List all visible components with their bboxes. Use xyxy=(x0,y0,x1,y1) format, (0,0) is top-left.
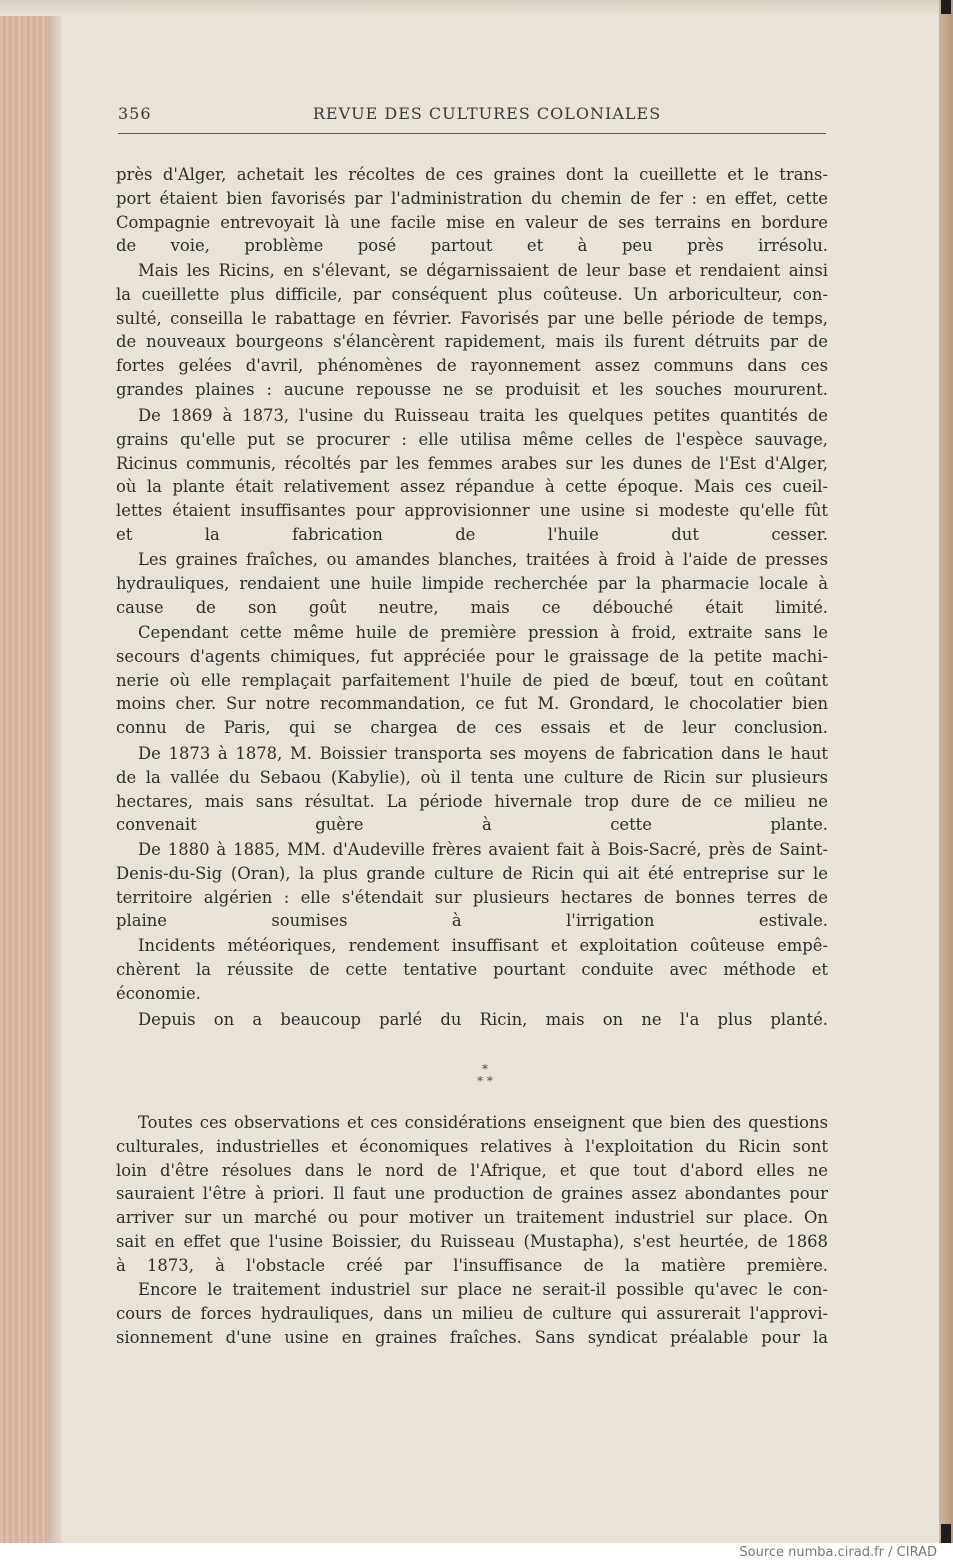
text-line: lettes étaient insuffisantes pour approvisionner une usine si modeste qu'elle fût xyxy=(116,501,828,521)
page-number: 356 xyxy=(118,104,152,123)
paragraph xyxy=(116,163,828,258)
text-line: de nouveaux bourgeons s'élancèrent rapidement, mais ils furent détruits par de xyxy=(116,332,828,352)
text-line: sulté, conseilla le rabattage en février. Favorisés par une belle période de temps, xyxy=(116,308,828,328)
separator-stars-bottom: * * xyxy=(477,1074,493,1088)
text-line: de voie, problème posé partout et à peu près irrésolu. xyxy=(116,236,828,256)
text-line: De 1869 à 1873, l'usine du Ruisseau traita les quelques petites quantités de xyxy=(138,406,828,425)
paragraph xyxy=(116,742,828,837)
paragraph xyxy=(116,1111,828,1278)
text-line: loin d'être résolues dans le nord de l'Afrique, et que tout d'abord elles ne xyxy=(116,1160,828,1180)
text-line: grains qu'elle put se procurer : elle utilisa même celles de l'espèce sauvage, xyxy=(116,429,828,449)
text-line: cours de forces hydrauliques, dans un milieu de culture qui assurerait l'approvi- xyxy=(116,1303,828,1323)
text-line: Incidents météoriques, rendement insuffisant et exploitation coûteuse empê- xyxy=(138,936,828,955)
paragraph xyxy=(116,1008,828,1032)
text-line: Denis-du-Sig (Oran), la plus grande culture de Ricin qui ait été entreprise sur le xyxy=(116,863,828,883)
text-line: De 1880 à 1885, MM. d'Audeville frères avaient fait à Bois-Sacré, près de Saint- xyxy=(138,840,828,859)
text-line: nerie où elle remplaçait parfaitement l'huile de pied de bœuf, tout en coûtant xyxy=(116,670,828,690)
text-line: Cependant cette même huile de première pression à froid, extraite sans le xyxy=(138,623,828,642)
book-spine-edge xyxy=(939,0,953,1543)
text-line: Compagnie entrevoyait là une facile mise en valeur de ses terrains en bordure xyxy=(116,212,828,232)
paragraph xyxy=(116,548,828,619)
scanner-top-margin xyxy=(0,0,953,16)
text-line: la cueillette plus difficile, par conséquent plus coûteuse. Un arboriculteur, con- xyxy=(116,284,828,304)
text-line: chèrent la réussite de cette tentative pourtant conduite avec méthode et xyxy=(116,959,828,979)
text-line: Encore le traitement industriel sur place ne serait-il possible qu'avec le con- xyxy=(138,1280,828,1299)
paragraph xyxy=(116,621,828,740)
binding-clip-bottom xyxy=(941,1524,951,1543)
text-line: sionnement d'une usine en graines fraîches. Sans syndicat préalable pour la xyxy=(116,1327,828,1347)
text-line: Toutes ces observations et ces considérations enseignent que bien des questions xyxy=(138,1113,828,1132)
text-line: arriver sur un marché ou pour motiver un traitement industriel sur place. On xyxy=(116,1208,828,1228)
paragraph xyxy=(116,259,828,402)
text-line: près d'Alger, achetait les récoltes de ces graines dont la cueillette et le trans- xyxy=(116,165,828,184)
text-line: sait en effet que l'usine Boissier, du Ruisseau (Mustapha), s'est heurtée, de 1868 xyxy=(116,1231,828,1251)
source-credit: Source numba.cirad.fr / CIRAD xyxy=(739,1545,937,1560)
paragraph xyxy=(116,404,828,547)
text-line: et la fabrication de l'huile dut cesser. xyxy=(116,524,828,544)
text-line: fortes gelées d'avril, phénomènes de rayonnement assez communs dans ces xyxy=(116,356,828,376)
text-line: secours d'agents chimiques, fut appréciée pour le graissage de la petite machi- xyxy=(116,646,828,666)
running-title: REVUE DES CULTURES COLONIALES xyxy=(312,104,662,123)
text-line: hydrauliques, rendaient une huile limpide recherchée par la pharmacie locale à xyxy=(116,573,828,593)
text-line: territoire algérien : elle s'étendait sur plusieurs hectares de bonnes terres de xyxy=(116,887,828,907)
text-line: cause de son goût neutre, mais ce débouché était limité. xyxy=(116,597,828,617)
paragraph xyxy=(116,1278,828,1349)
text-line: Mais les Ricins, en s'élevant, se dégarnissaient de leur base et rendaient ainsi xyxy=(138,261,828,280)
text-line: grandes plaines : aucune repousse ne se produisit et les souches moururent. xyxy=(116,379,828,399)
text-line: moins cher. Sur notre recommandation, ce fut M. Grondard, le chocolatier bien xyxy=(116,694,828,714)
text-line: convenait guère à cette plante. xyxy=(116,815,828,835)
text-line: économie. xyxy=(116,983,201,1003)
text-line: port étaient bien favorisés par l'administration du chemin de fer : en effet, cette xyxy=(116,188,828,208)
text-line: culturales, industrielles et économiques relatives à l'exploitation du Ricin sont xyxy=(116,1136,828,1156)
text-line: hectares, mais sans résultat. La période hivernale trop dure de ce milieu ne xyxy=(116,791,828,811)
text-line: Les graines fraîches, ou amandes blanches, traitées à froid à l'aide de presses xyxy=(138,550,828,569)
paragraph xyxy=(116,934,828,1005)
text-line: Ricinus communis, récoltés par les femmes arabes sur les dunes de l'Est d'Alger, xyxy=(116,453,828,473)
paragraph xyxy=(116,838,828,933)
text-line: où la plante était relativement assez répandue à cette époque. Mais ces cueil- xyxy=(116,477,828,497)
text-line: Depuis on a beaucoup parlé du Ricin, mais on ne l'a plus planté. xyxy=(138,1010,828,1029)
text-line: De 1873 à 1878, M. Boissier transporta ses moyens de fabrication dans le haut xyxy=(138,744,828,763)
page-header xyxy=(118,104,826,130)
header-rule xyxy=(118,133,826,134)
text-line: à 1873, à l'obstacle créé par l'insuffisance de la matière première. xyxy=(116,1255,828,1275)
book-page-edges xyxy=(0,16,48,1543)
separator-star-top: * xyxy=(482,1062,488,1076)
text-line: connu de Paris, qui se chargea de ces essais et de leur conclusion. xyxy=(116,718,828,738)
section-separator xyxy=(455,1063,515,1093)
binding-clip-top xyxy=(941,0,951,14)
text-line: plaine soumises à l'irrigation estivale. xyxy=(116,911,828,931)
text-line: sauraient l'être à priori. Il faut une production de graines assez abondantes pour xyxy=(116,1184,828,1204)
text-line: de la vallée du Sebaou (Kabylie), où il tenta une culture de Ricin sur plusieurs xyxy=(116,767,828,787)
